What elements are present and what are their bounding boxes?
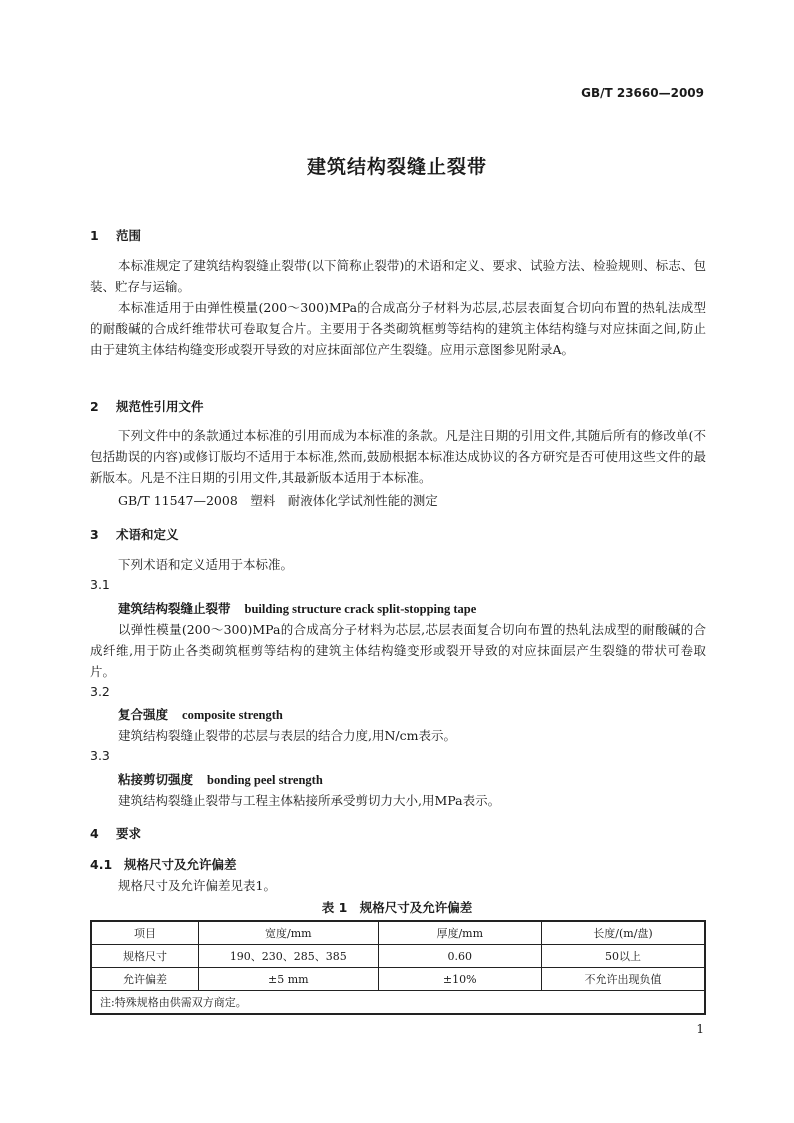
table-cell: 规格尺寸	[91, 945, 199, 968]
scope-paragraph-2: 本标准适用于由弹性模量(200～300)MPa的合成高分子材料为芯层,芯层表面复合切向布置的热轧法成型的耐酸碱的合成纤维带状可卷取复合片。主要用于各类砌筑框剪等结构的建筑主体结构缝与对应抹面之间,防止由于建筑主体结构缝变形或裂开导致的对应抹面部位产生裂缝。应用示意图参见附录A。	[90, 300, 706, 357]
term-heading	[118, 770, 323, 788]
table-header-row	[91, 921, 705, 945]
table-row	[91, 945, 705, 968]
table-header-cell: 项目	[91, 921, 199, 945]
table-cell: 0.60	[378, 945, 541, 968]
term-definition: 以弹性模量(200～300)MPa的合成高分子材料为芯层,芯层表面复合切向布置的热轧法成型的耐酸碱的合成纤维,用于防止各类砌筑框剪等结构的建筑主体结构缝变形或裂开导致的对应抹面层产生裂缝的带状可卷取片。	[90, 622, 706, 679]
subsection-text: 规格尺寸及允许偏差见表1。	[118, 878, 276, 893]
term-chinese: 粘接剪切强度	[118, 772, 194, 787]
subsection-number: 4.1	[90, 857, 113, 872]
table-caption: 表 1 规格尺寸及允许偏差	[321, 900, 473, 915]
term-chinese: 复合强度	[118, 707, 169, 722]
term-english: composite strength	[182, 708, 283, 722]
subsection-title: 规格尺寸及允许偏差	[124, 857, 237, 872]
table-header-cell: 厚度/mm	[378, 921, 541, 945]
section-4-heading	[90, 824, 141, 842]
section-title: 术语和定义	[116, 527, 179, 542]
section-1-heading	[90, 226, 141, 244]
terms-intro: 下列术语和定义适用于本标准。	[118, 557, 294, 572]
section-number: 1	[90, 228, 99, 243]
table-note-row	[91, 991, 705, 1015]
table-header-cell: 长度/(m/盘)	[542, 921, 706, 945]
clause-number: 3.2	[90, 684, 110, 699]
section-number: 2	[90, 399, 99, 414]
term-definition: 建筑结构裂缝止裂带与工程主体粘接所承受剪切力大小,用MPa表示。	[118, 793, 501, 808]
section-number: 3	[90, 527, 99, 542]
table-cell: ±5 mm	[199, 968, 378, 991]
term-heading	[118, 705, 283, 723]
section-number: 4	[90, 826, 99, 841]
section-title: 要求	[116, 826, 142, 841]
section-2-heading	[90, 397, 204, 415]
term-chinese: 建筑结构裂缝止裂带	[118, 601, 231, 616]
scope-paragraph-1: 本标准规定了建筑结构裂缝止裂带(以下简称止裂带)的术语和定义、要求、试验方法、检验规则、标志、包装、贮存与运输。	[90, 258, 706, 294]
section-3-heading	[90, 525, 179, 543]
clause-number: 3.1	[90, 577, 110, 592]
table-cell: 190、230、285、385	[199, 945, 378, 968]
table-cell: 50以上	[542, 945, 706, 968]
section-title: 规范性引用文件	[116, 399, 204, 414]
table-cell: 允许偏差	[91, 968, 199, 991]
table-cell: 不允许出现负值	[542, 968, 706, 991]
table-note: 注:特殊规格由供需双方商定。	[91, 991, 705, 1015]
page-number: 1	[696, 1022, 704, 1036]
term-english: building structure crack split-stopping tape	[244, 602, 477, 616]
references-paragraph: 下列文件中的条款通过本标准的引用而成为本标准的条款。凡是注日期的引用文件,其随后所有的修改单(不包括勘误的内容)或修订版均不适用于本标准,然而,鼓励根据本标准达成协议的各方研究是否可使用这些文件的最新版本。凡是不注日期的引用文件,其最新版本适用于本标准。	[90, 428, 706, 485]
subsection-4-1-heading	[90, 855, 237, 873]
table-cell: ±10%	[378, 968, 541, 991]
term-heading	[118, 599, 476, 617]
clause-number: 3.3	[90, 748, 110, 763]
term-english: bonding peel strength	[207, 773, 323, 787]
table-header-cell: 宽度/mm	[199, 921, 378, 945]
standard-number: GB/T 23660—2009	[581, 86, 704, 100]
reference-item: GB/T 11547—2008 塑料 耐液体化学试剂性能的测定	[118, 493, 438, 508]
section-title: 范围	[116, 228, 142, 243]
spec-table	[90, 920, 706, 1015]
table-row	[91, 968, 705, 991]
term-definition: 建筑结构裂缝止裂带的芯层与表层的结合力度,用N/cm表示。	[118, 728, 456, 743]
document-title: 建筑结构裂缝止裂带	[306, 156, 487, 178]
